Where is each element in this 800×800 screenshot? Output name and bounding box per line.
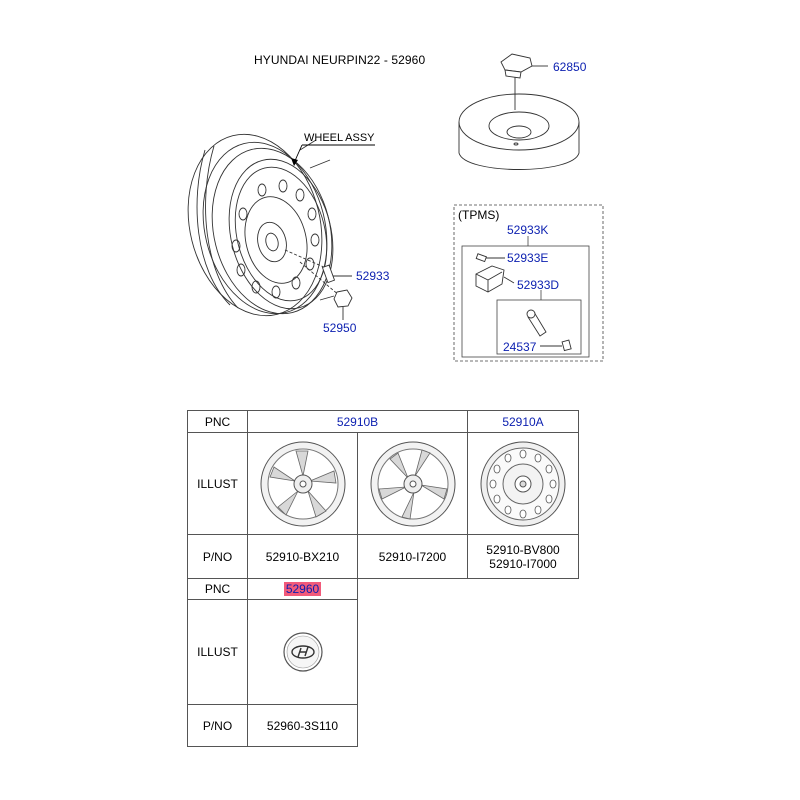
- hubcap-parts-table: [187, 578, 358, 747]
- tpms-label: (TPMS): [458, 208, 500, 222]
- pnc-header: PNC: [188, 579, 248, 600]
- illust-cell-hubcap: [248, 600, 358, 705]
- callout-52950[interactable]: 52950: [323, 321, 357, 335]
- pno-cell-hubcap: 52960-3S110: [248, 705, 358, 747]
- pno-cell-1: 52910-BX210: [248, 535, 358, 579]
- pnc-link-52960[interactable]: 52960: [285, 582, 320, 596]
- pno-3a: 52910-BV800: [486, 542, 560, 557]
- alloy-wheel-icon[interactable]: [258, 439, 348, 529]
- illust-header: ILLUST: [188, 600, 248, 705]
- page-title: HYUNDAI NEURPIN22 - 52960: [254, 53, 426, 67]
- callout-52933E[interactable]: 52933E: [507, 251, 549, 265]
- pnc-link-52910B[interactable]: 52910B: [336, 414, 379, 429]
- steel-wheel-icon[interactable]: [478, 439, 568, 529]
- illust-cell-2: [358, 433, 468, 535]
- pnc-link-52910A[interactable]: 52910A: [502, 414, 544, 429]
- callout-52933[interactable]: 52933: [356, 269, 390, 283]
- callout-24537[interactable]: 24537: [503, 340, 537, 354]
- pnc-52910B: [248, 411, 468, 433]
- pno-header: P/NO: [188, 535, 248, 579]
- pno-cell-2: 52910-I7200: [358, 535, 468, 579]
- illust-cell-3: [468, 433, 579, 535]
- pnc-52910A: [468, 411, 579, 433]
- pnc-header: PNC: [188, 411, 248, 433]
- callout-52933D[interactable]: 52933D: [517, 278, 560, 292]
- wheel-assy-label: WHEEL ASSY: [304, 132, 375, 144]
- wheel-parts-table: [187, 410, 579, 579]
- callout-62850[interactable]: 62850: [553, 60, 587, 74]
- illust-cell-1: [248, 433, 358, 535]
- alloy-wheel-icon[interactable]: [368, 439, 458, 529]
- pnc-52960: [248, 579, 358, 600]
- callout-52933K[interactable]: 52933K: [507, 223, 549, 237]
- illust-header: ILLUST: [188, 433, 248, 535]
- pno-header: P/NO: [188, 705, 248, 747]
- hubcap-emblem-icon[interactable]: [281, 630, 325, 674]
- tpms-parts-drawing: [476, 254, 571, 351]
- steel-wheel-drawing: [170, 120, 349, 330]
- pno-cell-3: [468, 535, 579, 579]
- wheel-assy-leader: [294, 145, 375, 163]
- pno-3b: 52910-I7000: [489, 556, 557, 571]
